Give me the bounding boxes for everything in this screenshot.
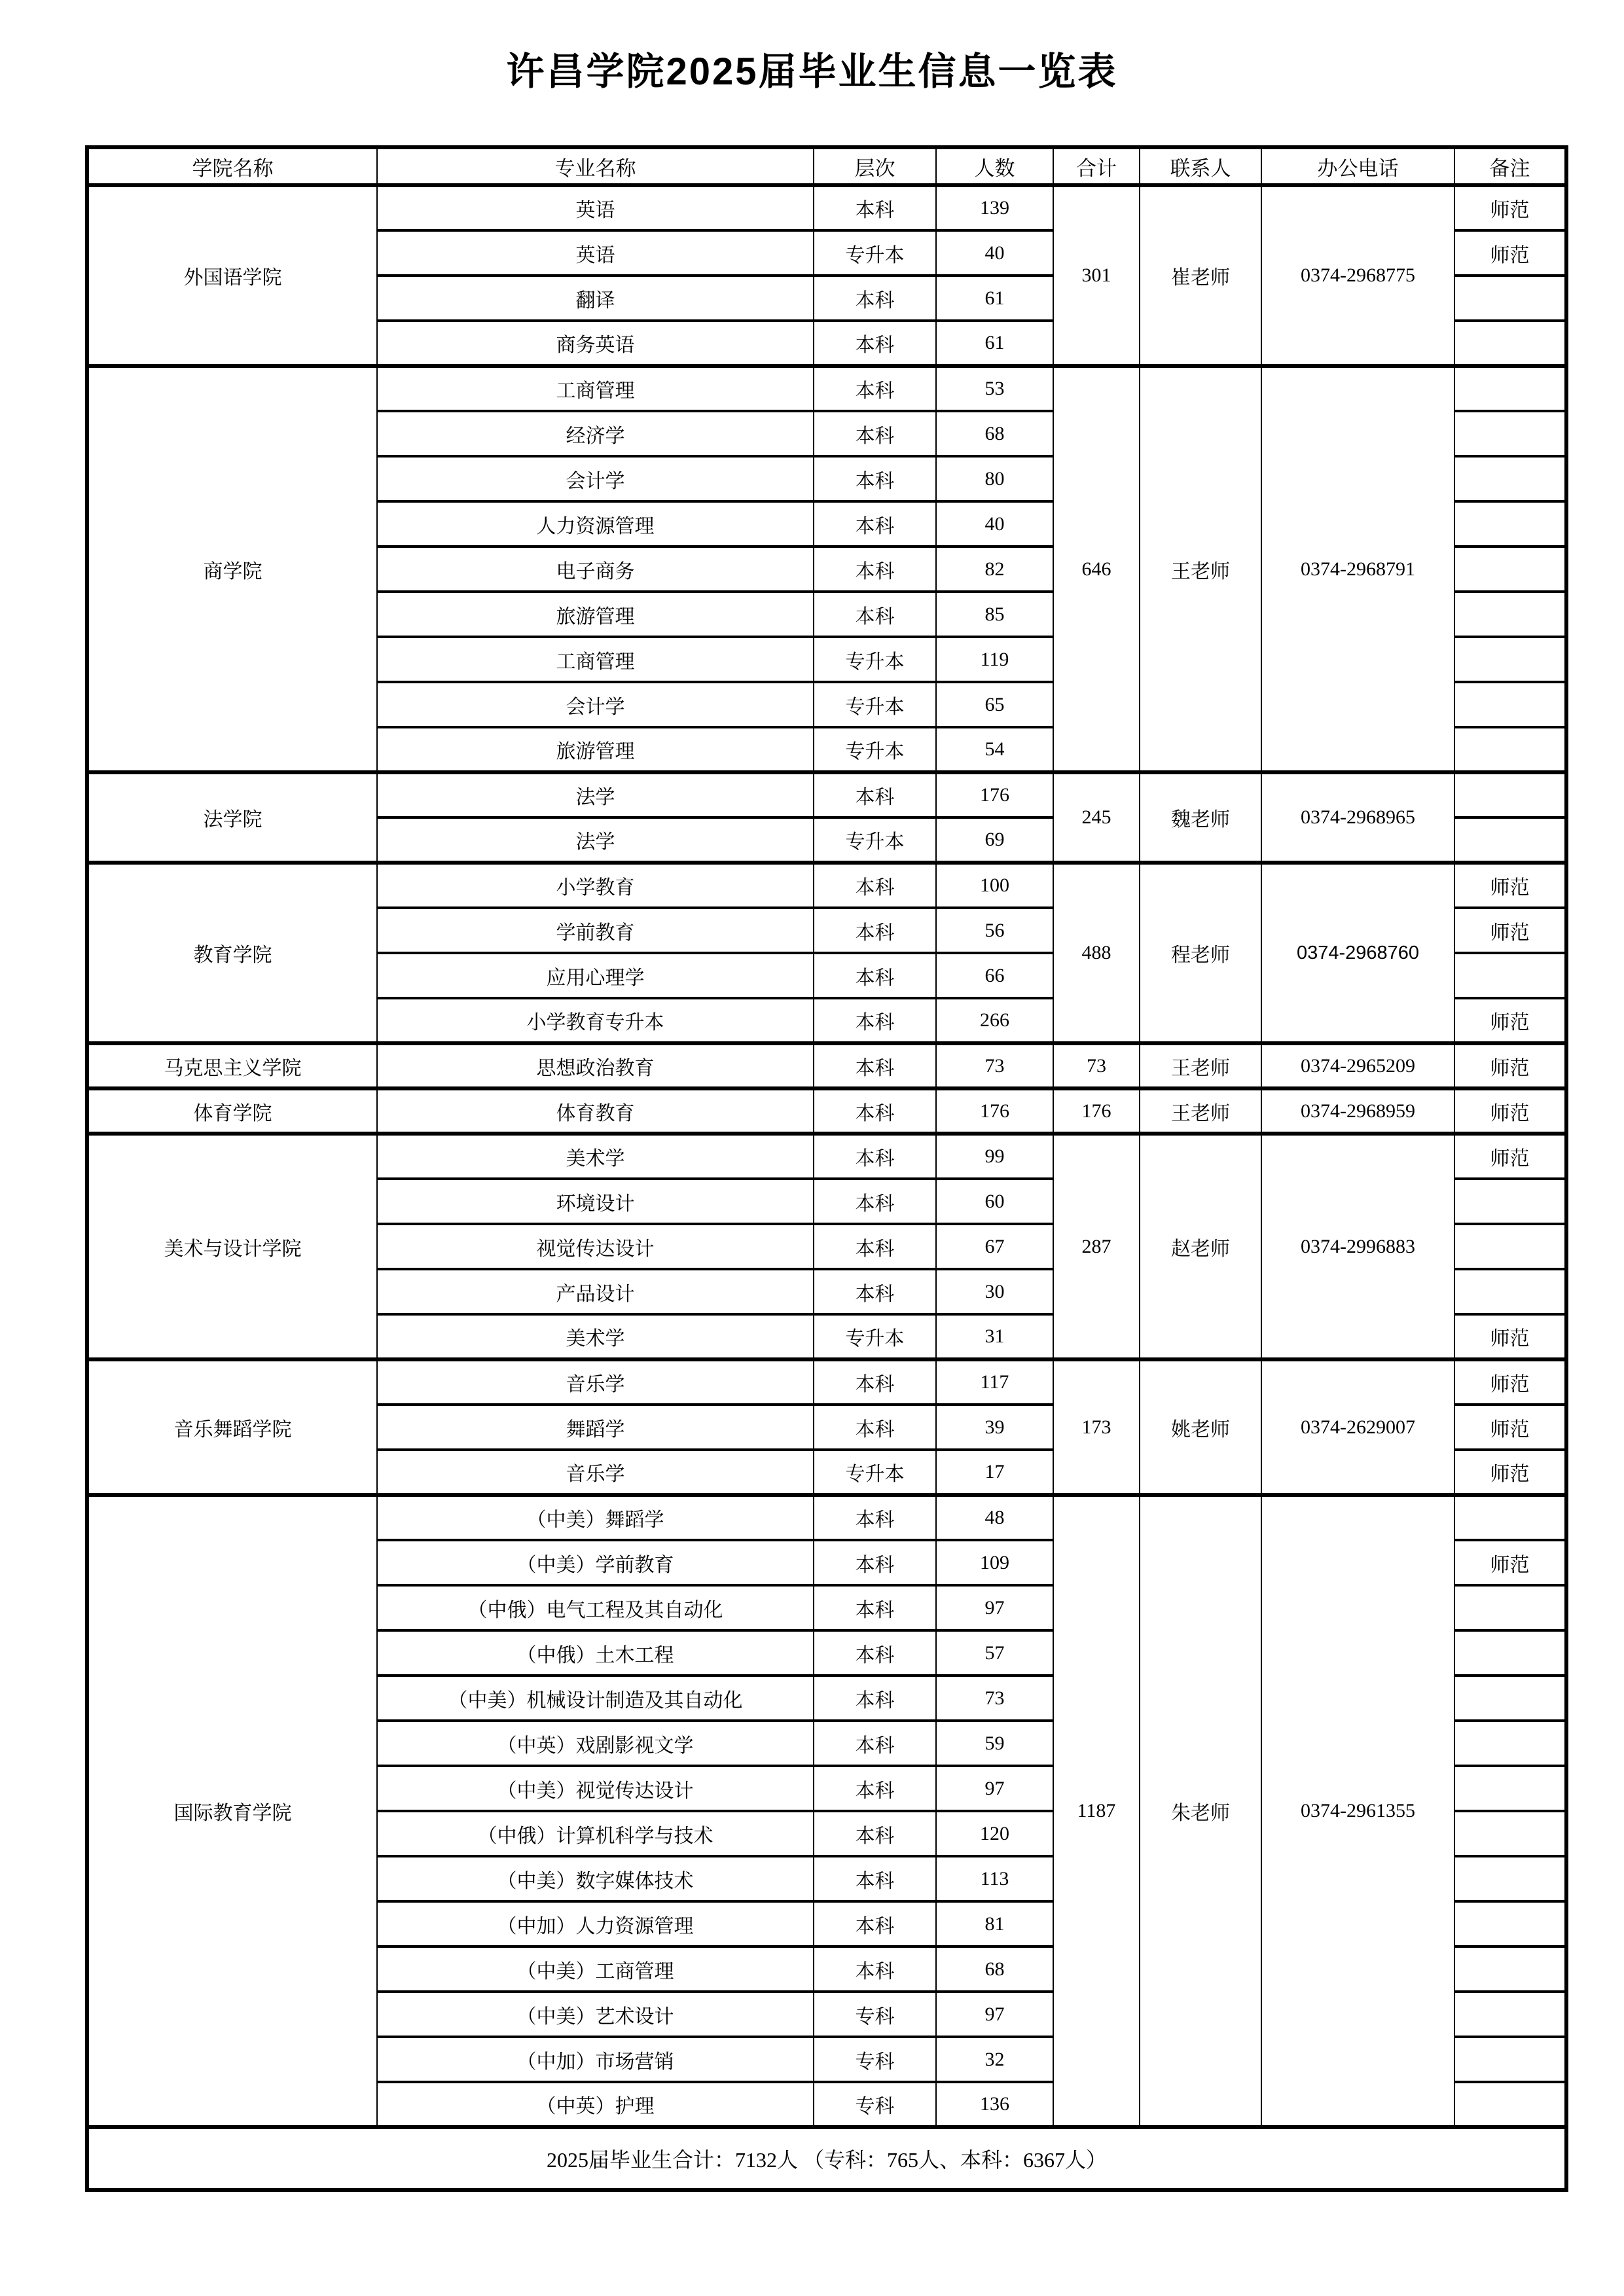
level-cell: 本科	[814, 1540, 936, 1585]
level-cell: 本科	[814, 1946, 936, 1992]
level-cell: 本科	[814, 1269, 936, 1314]
level-cell: 本科	[814, 1766, 936, 1811]
level-cell: 本科	[814, 908, 936, 953]
major-cell: （中俄）计算机科学与技术	[377, 1811, 814, 1856]
remark-cell	[1454, 592, 1566, 637]
level-cell: 本科	[814, 366, 936, 411]
major-cell: （中美）工商管理	[377, 1946, 814, 1992]
total-cell: 176	[1053, 1088, 1140, 1134]
remark-cell	[1454, 953, 1566, 998]
major-cell: （中英）护理	[377, 2082, 814, 2127]
college-name-cell: 商学院	[87, 366, 377, 772]
level-cell: 本科	[814, 1179, 936, 1224]
table-row	[87, 863, 1566, 908]
header-row	[87, 147, 1566, 185]
contact-cell: 崔老师	[1140, 185, 1261, 366]
level-cell: 本科	[814, 1901, 936, 1946]
count-cell: 39	[936, 1405, 1053, 1450]
count-cell: 120	[936, 1811, 1053, 1856]
total-cell: 488	[1053, 863, 1140, 1043]
remark-cell	[1454, 501, 1566, 547]
column-header-college: 学院名称	[87, 147, 377, 185]
count-cell: 56	[936, 908, 1053, 953]
level-cell: 本科	[814, 772, 936, 817]
count-cell: 30	[936, 1269, 1053, 1314]
major-cell: （中加）人力资源管理	[377, 1901, 814, 1946]
major-cell: 小学教育专升本	[377, 998, 814, 1043]
level-cell: 本科	[814, 1359, 936, 1405]
level-cell: 本科	[814, 863, 936, 908]
remark-cell	[1454, 1269, 1566, 1314]
major-cell: （中加）市场营销	[377, 2037, 814, 2082]
contact-cell: 姚老师	[1140, 1359, 1261, 1495]
table-row	[87, 1134, 1566, 1179]
major-cell: 经济学	[377, 411, 814, 456]
remark-cell: 师范	[1454, 230, 1566, 276]
level-cell: 本科	[814, 1224, 936, 1269]
total-cell: 173	[1053, 1359, 1140, 1495]
remark-cell: 师范	[1454, 1043, 1566, 1088]
total-cell: 73	[1053, 1043, 1140, 1088]
major-cell: 音乐学	[377, 1359, 814, 1405]
phone-cell: 0374-2968760	[1261, 863, 1454, 1043]
remark-cell	[1454, 547, 1566, 592]
remark-cell: 师范	[1454, 1359, 1566, 1405]
remark-cell: 师范	[1454, 908, 1566, 953]
college-name-cell: 美术与设计学院	[87, 1134, 377, 1359]
graduates-table	[85, 145, 1568, 2192]
phone-cell: 0374-2968791	[1261, 366, 1454, 772]
count-cell: 117	[936, 1359, 1053, 1405]
remark-cell: 师范	[1454, 1314, 1566, 1359]
major-cell: 视觉传达设计	[377, 1224, 814, 1269]
count-cell: 40	[936, 230, 1053, 276]
count-cell: 85	[936, 592, 1053, 637]
major-cell: 小学教育	[377, 863, 814, 908]
count-cell: 113	[936, 1856, 1053, 1901]
table-row	[87, 1088, 1566, 1134]
level-cell: 专升本	[814, 1314, 936, 1359]
major-cell: 学前教育	[377, 908, 814, 953]
table-row	[87, 772, 1566, 817]
footer-total-cell: 2025届毕业生合计：7132人 （专科：765人、本科：6367人）	[87, 2127, 1566, 2190]
total-cell: 287	[1053, 1134, 1140, 1359]
major-cell: 电子商务	[377, 547, 814, 592]
major-cell: 法学	[377, 817, 814, 863]
column-header-contact: 联系人	[1140, 147, 1261, 185]
level-cell: 专科	[814, 2037, 936, 2082]
table-row	[87, 1043, 1566, 1088]
major-cell: 音乐学	[377, 1450, 814, 1495]
major-cell: （中美）数字媒体技术	[377, 1856, 814, 1901]
major-cell: 英语	[377, 230, 814, 276]
level-cell: 本科	[814, 1495, 936, 1540]
remark-cell	[1454, 682, 1566, 727]
remark-cell	[1454, 1811, 1566, 1856]
remark-cell	[1454, 1766, 1566, 1811]
remark-cell	[1454, 1224, 1566, 1269]
phone-cell: 0374-2996883	[1261, 1134, 1454, 1359]
level-cell: 专科	[814, 1992, 936, 2037]
college-name-cell: 马克思主义学院	[87, 1043, 377, 1088]
major-cell: （中美）学前教育	[377, 1540, 814, 1585]
level-cell: 专科	[814, 2082, 936, 2127]
count-cell: 97	[936, 1585, 1053, 1630]
level-cell: 本科	[814, 998, 936, 1043]
level-cell: 本科	[814, 547, 936, 592]
major-cell: （中美）舞蹈学	[377, 1495, 814, 1540]
contact-cell: 朱老师	[1140, 1495, 1261, 2127]
level-cell: 专升本	[814, 727, 936, 772]
remark-cell: 师范	[1454, 998, 1566, 1043]
count-cell: 82	[936, 547, 1053, 592]
major-cell: 法学	[377, 772, 814, 817]
count-cell: 100	[936, 863, 1053, 908]
phone-cell: 0374-2968959	[1261, 1088, 1454, 1134]
count-cell: 109	[936, 1540, 1053, 1585]
count-cell: 32	[936, 2037, 1053, 2082]
remark-cell	[1454, 727, 1566, 772]
major-cell: 思想政治教育	[377, 1043, 814, 1088]
total-cell: 646	[1053, 366, 1140, 772]
major-cell: （中美）机械设计制造及其自动化	[377, 1676, 814, 1721]
level-cell: 专升本	[814, 637, 936, 682]
table-footer	[87, 2127, 1566, 2190]
page-title: 许昌学院2025届毕业生信息一览表	[506, 50, 1118, 93]
level-cell: 本科	[814, 1721, 936, 1766]
major-cell: 商务英语	[377, 321, 814, 366]
remark-cell	[1454, 1946, 1566, 1992]
phone-cell: 0374-2965209	[1261, 1043, 1454, 1088]
column-header-level: 层次	[814, 147, 936, 185]
major-cell: 旅游管理	[377, 727, 814, 772]
level-cell: 本科	[814, 411, 936, 456]
level-cell: 本科	[814, 321, 936, 366]
contact-cell: 王老师	[1140, 1043, 1261, 1088]
level-cell: 专升本	[814, 682, 936, 727]
contact-cell: 王老师	[1140, 1088, 1261, 1134]
remark-cell	[1454, 1495, 1566, 1540]
contact-cell: 赵老师	[1140, 1134, 1261, 1359]
level-cell: 专升本	[814, 817, 936, 863]
footer-row	[87, 2127, 1566, 2190]
count-cell: 81	[936, 1901, 1053, 1946]
college-name-cell: 外国语学院	[87, 185, 377, 366]
count-cell: 40	[936, 501, 1053, 547]
count-cell: 97	[936, 1992, 1053, 2037]
count-cell: 176	[936, 772, 1053, 817]
count-cell: 99	[936, 1134, 1053, 1179]
remark-cell	[1454, 1585, 1566, 1630]
college-name-cell: 体育学院	[87, 1088, 377, 1134]
major-cell: （中美）艺术设计	[377, 1992, 814, 2037]
total-cell: 1187	[1053, 1495, 1140, 2127]
count-cell: 65	[936, 682, 1053, 727]
level-cell: 本科	[814, 276, 936, 321]
level-cell: 本科	[814, 953, 936, 998]
college-name-cell: 法学院	[87, 772, 377, 863]
table-body	[87, 185, 1566, 2127]
count-cell: 67	[936, 1224, 1053, 1269]
table-row	[87, 1359, 1566, 1405]
level-cell: 本科	[814, 1856, 936, 1901]
college-name-cell: 国际教育学院	[87, 1495, 377, 2127]
contact-cell: 魏老师	[1140, 772, 1261, 863]
major-cell: 旅游管理	[377, 592, 814, 637]
count-cell: 119	[936, 637, 1053, 682]
remark-cell: 师范	[1454, 185, 1566, 230]
remark-cell	[1454, 1179, 1566, 1224]
level-cell: 本科	[814, 456, 936, 501]
level-cell: 本科	[814, 1811, 936, 1856]
remark-cell: 师范	[1454, 1134, 1566, 1179]
table-row	[87, 366, 1566, 411]
count-cell: 68	[936, 411, 1053, 456]
table-row	[87, 185, 1566, 230]
count-cell: 73	[936, 1676, 1053, 1721]
major-cell: 人力资源管理	[377, 501, 814, 547]
count-cell: 57	[936, 1630, 1053, 1676]
remark-cell	[1454, 2082, 1566, 2127]
major-cell: 体育教育	[377, 1088, 814, 1134]
phone-cell: 0374-2629007	[1261, 1359, 1454, 1495]
contact-cell: 王老师	[1140, 366, 1261, 772]
level-cell: 本科	[814, 1676, 936, 1721]
level-cell: 本科	[814, 1405, 936, 1450]
remark-cell	[1454, 1901, 1566, 1946]
level-cell: 本科	[814, 592, 936, 637]
major-cell: 会计学	[377, 682, 814, 727]
count-cell: 53	[936, 366, 1053, 411]
count-cell: 17	[936, 1450, 1053, 1495]
count-cell: 60	[936, 1179, 1053, 1224]
count-cell: 66	[936, 953, 1053, 998]
count-cell: 176	[936, 1088, 1053, 1134]
count-cell: 73	[936, 1043, 1053, 1088]
remark-cell	[1454, 411, 1566, 456]
major-cell: 工商管理	[377, 366, 814, 411]
phone-cell: 0374-2968775	[1261, 185, 1454, 366]
total-cell: 245	[1053, 772, 1140, 863]
major-cell: 会计学	[377, 456, 814, 501]
college-name-cell: 音乐舞蹈学院	[87, 1359, 377, 1495]
column-header-total: 合计	[1053, 147, 1140, 185]
count-cell: 31	[936, 1314, 1053, 1359]
level-cell: 本科	[814, 1630, 936, 1676]
count-cell: 266	[936, 998, 1053, 1043]
remark-cell	[1454, 817, 1566, 863]
phone-cell: 0374-2961355	[1261, 1495, 1454, 2127]
major-cell: 美术学	[377, 1314, 814, 1359]
remark-cell: 师范	[1454, 1088, 1566, 1134]
major-cell: 美术学	[377, 1134, 814, 1179]
remark-cell: 师范	[1454, 1450, 1566, 1495]
major-cell: （中英）戏剧影视文学	[377, 1721, 814, 1766]
remark-cell	[1454, 1856, 1566, 1901]
remark-cell	[1454, 321, 1566, 366]
remark-cell	[1454, 456, 1566, 501]
major-cell: 应用心理学	[377, 953, 814, 998]
major-cell: （中俄）电气工程及其自动化	[377, 1585, 814, 1630]
count-cell: 97	[936, 1766, 1053, 1811]
level-cell: 本科	[814, 1043, 936, 1088]
count-cell: 61	[936, 321, 1053, 366]
major-cell: 环境设计	[377, 1179, 814, 1224]
major-cell: 翻译	[377, 276, 814, 321]
count-cell: 80	[936, 456, 1053, 501]
remark-cell	[1454, 1721, 1566, 1766]
major-cell: 舞蹈学	[377, 1405, 814, 1450]
level-cell: 本科	[814, 1088, 936, 1134]
level-cell: 专升本	[814, 230, 936, 276]
table-row	[87, 1495, 1566, 1540]
count-cell: 68	[936, 1946, 1053, 1992]
column-header-major: 专业名称	[377, 147, 814, 185]
major-cell: （中俄）土木工程	[377, 1630, 814, 1676]
remark-cell	[1454, 1676, 1566, 1721]
remark-cell: 师范	[1454, 863, 1566, 908]
count-cell: 61	[936, 276, 1053, 321]
remark-cell	[1454, 1630, 1566, 1676]
table-header	[87, 147, 1566, 185]
level-cell: 本科	[814, 1585, 936, 1630]
remark-cell	[1454, 1992, 1566, 2037]
major-cell: （中美）视觉传达设计	[377, 1766, 814, 1811]
column-header-phone: 办公电话	[1261, 147, 1454, 185]
major-cell: 产品设计	[377, 1269, 814, 1314]
count-cell: 48	[936, 1495, 1053, 1540]
count-cell: 139	[936, 185, 1053, 230]
remark-cell: 师范	[1454, 1405, 1566, 1450]
college-name-cell: 教育学院	[87, 863, 377, 1043]
remark-cell	[1454, 637, 1566, 682]
count-cell: 136	[936, 2082, 1053, 2127]
count-cell: 54	[936, 727, 1053, 772]
major-cell: 工商管理	[377, 637, 814, 682]
total-cell: 301	[1053, 185, 1140, 366]
remark-cell	[1454, 366, 1566, 411]
remark-cell	[1454, 276, 1566, 321]
remark-cell: 师范	[1454, 1540, 1566, 1585]
column-header-remark: 备注	[1454, 147, 1566, 185]
remark-cell	[1454, 2037, 1566, 2082]
remark-cell	[1454, 772, 1566, 817]
count-cell: 69	[936, 817, 1053, 863]
count-cell: 59	[936, 1721, 1053, 1766]
level-cell: 专升本	[814, 1450, 936, 1495]
level-cell: 本科	[814, 501, 936, 547]
phone-cell: 0374-2968965	[1261, 772, 1454, 863]
contact-cell: 程老师	[1140, 863, 1261, 1043]
level-cell: 本科	[814, 1134, 936, 1179]
level-cell: 本科	[814, 185, 936, 230]
major-cell: 英语	[377, 185, 814, 230]
column-header-count: 人数	[936, 147, 1053, 185]
